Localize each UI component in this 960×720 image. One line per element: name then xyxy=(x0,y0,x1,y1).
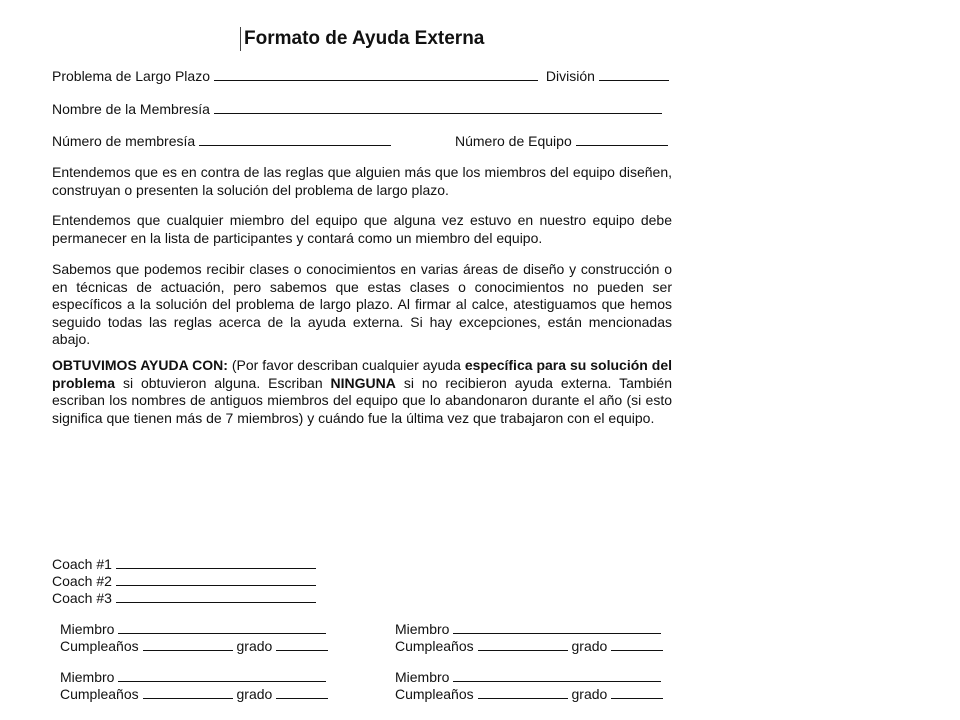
p4-text-1: (Por favor describan cualquier ayuda xyxy=(227,357,465,373)
paragraph-4 xyxy=(52,357,672,427)
miembro-blank[interactable] xyxy=(453,669,661,682)
member-4-block xyxy=(395,669,663,702)
member-3-block xyxy=(60,669,328,702)
member-3-birthday-row xyxy=(60,686,328,703)
miembro-label: Miembro xyxy=(395,621,450,637)
member-4-birthday-row xyxy=(395,686,663,703)
member-2-name-row xyxy=(395,621,663,638)
p4-text-2: si obtuvieron alguna. Escriban xyxy=(115,374,331,391)
coach-1-label: Coach #1 xyxy=(52,556,112,572)
cumpleanos-blank[interactable] xyxy=(143,686,233,699)
cumpleanos-label: Cumpleaños xyxy=(395,637,474,654)
p4-bold-3: NINGUNA xyxy=(330,374,396,391)
division-blank[interactable] xyxy=(599,68,669,81)
cumpleanos-label: Cumpleaños xyxy=(60,637,139,654)
coach-3-label: Coach #3 xyxy=(52,590,112,606)
grado-label: grado xyxy=(236,637,273,654)
numero-equipo-row xyxy=(455,133,668,150)
grado-label: grado xyxy=(571,637,608,654)
nombre-membresia-label: Nombre de la Membresía xyxy=(52,101,210,117)
member-4-name-row xyxy=(395,669,663,686)
problema-label: Problema de Largo Plazo xyxy=(52,68,210,84)
numero-equipo-blank[interactable] xyxy=(576,133,668,146)
problema-blank[interactable] xyxy=(214,68,538,81)
coach-2-blank[interactable] xyxy=(116,573,316,586)
miembro-label: Miembro xyxy=(60,669,115,685)
coach-1-blank[interactable] xyxy=(116,556,316,569)
grado-label: grado xyxy=(236,685,273,702)
paragraph-2: Entendemos que cualquier miembro del equipo que alguna vez estuvo en nuestro equipo debe permanecer en la lista de participantes y contará como un miembro del equipo. xyxy=(52,212,672,246)
numero-membresia-label: Número de membresía xyxy=(52,133,196,149)
grado-blank[interactable] xyxy=(276,686,328,699)
cumpleanos-blank[interactable] xyxy=(478,638,568,651)
grado-blank[interactable] xyxy=(611,686,663,699)
numero-membresia-blank[interactable] xyxy=(199,133,391,146)
member-2-block xyxy=(395,621,663,654)
cumpleanos-blank[interactable] xyxy=(143,638,233,651)
coach-1-row xyxy=(52,556,316,573)
p4-text-3: si no recibieron ayuda externa. También escriban los nombres de antiguos miembros del equipo que lo abandonaron durante el año (si esto significa que tienen más de 7 miembros) y cuándo fue la última vez que trabajaron con el equipo. xyxy=(52,374,673,426)
cumpleanos-blank[interactable] xyxy=(478,686,568,699)
coach-2-row xyxy=(52,573,316,590)
numero-equipo-label: Número de Equipo xyxy=(455,133,572,149)
member-1-name-row xyxy=(60,621,328,638)
paragraph-1: Entendemos que es en contra de las reglas que alguien más que los miembros del equipo diseñen, construyan o presenten la solución del problema de largo plazo. xyxy=(52,164,672,198)
coach-3-row xyxy=(52,590,316,607)
division-label: División xyxy=(545,68,595,84)
member-1-block xyxy=(60,621,328,654)
miembro-blank[interactable] xyxy=(118,621,326,634)
grado-label: grado xyxy=(571,685,608,702)
page-title: Formato de Ayuda Externa xyxy=(240,27,484,51)
cumpleanos-label: Cumpleaños xyxy=(395,685,474,702)
grado-blank[interactable] xyxy=(276,638,328,651)
miembro-label: Miembro xyxy=(395,669,450,685)
member-2-birthday-row xyxy=(395,638,663,655)
coach-2-label: Coach #2 xyxy=(52,573,112,589)
member-1-birthday-row xyxy=(60,638,328,655)
paragraph-3: Sabemos que podemos recibir clases o conocimientos en varias áreas de diseño y construcción o en técnicas de actuación, pero sabemos que estas clases o conocimientos no pueden ser específicos a la solución del problema de largo plazo. Al firmar al calce, atestiguamos que hemos seguido todas las reglas acerca de la ayuda externa. Si hay excepciones, están mencionadas abajo. xyxy=(52,261,672,347)
miembro-blank[interactable] xyxy=(453,621,661,634)
coach-3-blank[interactable] xyxy=(116,590,316,603)
ayuda-heading: OBTUVIMOS AYUDA CON: xyxy=(52,357,228,373)
member-3-name-row xyxy=(60,669,328,686)
problema-division-row xyxy=(52,68,669,85)
numero-membresia-row xyxy=(52,133,391,150)
grado-blank[interactable] xyxy=(611,638,663,651)
miembro-label: Miembro xyxy=(60,621,115,637)
cumpleanos-label: Cumpleaños xyxy=(60,685,139,702)
nombre-membresia-blank[interactable] xyxy=(214,101,662,114)
p4-bold-2: específica para su solución del problema xyxy=(52,357,672,391)
nombre-membresia-row xyxy=(52,101,662,118)
miembro-blank[interactable] xyxy=(118,669,326,682)
